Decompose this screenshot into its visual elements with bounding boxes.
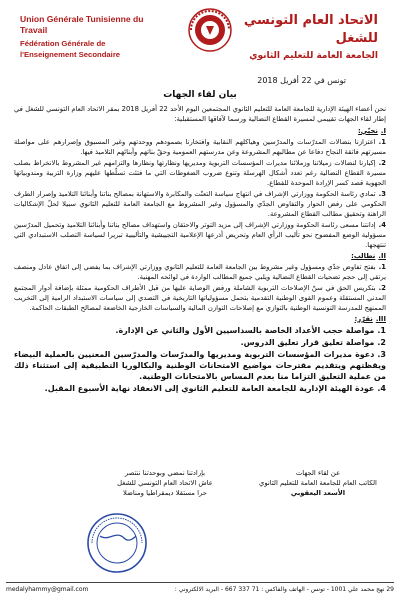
letterhead — [10, 6, 390, 96]
signature-caption: عن لقاء الجهات — [295, 469, 341, 477]
list-item: 4.عودة الهيئة الإدارية للجامعة العامة للتعليم الثانوي إلى الانعقاد نهاية الأسبوع المقبل. — [44, 384, 386, 393]
list-item: 4.إدانتنا مسعى رئاسة الحكومة ووزارتي الإشراف إلى مزيد التوتر والاحتقان واستهداف مصالح بناتنا وأبنائنا التلاميذ وتحميل المدرّسين مسؤولية الوضع المفضوح نحو تأليب الرأي العام وتحريض أذرعها الإعلامية التجييشية والتأليبية تبريرا لسياسة التصلب الاستبدادي التي تنتهجها. — [14, 221, 386, 249]
section-heading: III.نقرّر: — [354, 315, 386, 323]
list-item: 2.بتكريس الحق في سنّ الإصلاحات التربوية الشاملة ورفض الوصاية عليها من قبل الأطراف الحكومية ممثلة بإضافة أدوار المجتمع المدني المستقلة وعموم القوى الوطنية التقدمية بتحمل مسؤولياتها التاريخية في التصدي إلى سياسات الاستبداد الرامية إلى التخريب الممنهج للمدرسة التونسية الوطنية بالتوازي مع إصلاحات التوازن المالية والسياسات الخارجية الخاضعة لمصالح الطبقات الحاكمة. — [14, 284, 386, 312]
federation-name-fr: Fédération Générale de l'Enseignement Secondaire — [20, 39, 121, 59]
list-item: 1.مواصلة حجب الأعداد الخاصة بالسداسيين الأول والثاني عن الإدارة. — [115, 326, 386, 335]
signatory-name: الأسعد اليعقوبي — [290, 489, 346, 497]
list-item: 3.دعوة مديرات المؤسسات التربوية ومديريها والمدرّسات والمدرّسين المعنيين بالعملية البيضاء ويقظتهم ويتقديم مقترحات مواضيع الامتحانات الوطنية والبكالوريا التطبيقية إلى استثناء ذلك من عملية التعليق التزاما منا بعدم المساس بالامتحانات الوطنية. — [14, 350, 386, 381]
official-stamp-icon — [86, 512, 148, 574]
footer — [6, 582, 394, 594]
org-name-fr: Union Générale Tunisienne du Travail — [20, 14, 144, 35]
slogan-line: بإرادتنا نمضي وبوحدتنا ننتصر — [124, 469, 206, 477]
org-name-ar: الاتحاد العام التونسي للشغل — [243, 13, 378, 46]
section-salute — [14, 126, 386, 250]
signature-block — [258, 468, 378, 498]
list-item: 1.بفتح تفاوض جدّي ومسؤول وغير مشروط بين الجامعة العامة للتعليم الثانوي ووزارتي الإشراف بما يفضي إلى اتفاق عادل ومنصف يرتقي إلى حجم تضحيات القطاع النضالية ويلبي جميع المطالب الواردة في لوائحه المهنية. — [14, 263, 386, 281]
document-date: تونس في 22 أفريل 2018 — [257, 76, 346, 85]
list-item: 1.اعتزازنا بنضالات المدرّسات والمدرّسين وهياكلهم النقابية وافتخارنا بصمودهم ووحدتهم وغير المسبوق وإصرارهم على مواصلة مسيرتهم فاتقة النجاح دفاعا عن مطالبهم المشروعة وعن مدرستهم العمومية وحقّ بناتهم وأبنائهم التلاميذ فيها. — [14, 138, 386, 156]
slogan-line: حرا مستقلا ديمقراطيا ومناضلا — [123, 489, 207, 497]
list-item: 2.إكبارنا لنضالات زميلاتنا وزملائنا مديرات المؤسسات التربوية ومديريها ونظارتها ونظارها والتزامهم غير المشروط بالانخراط بصلب مسيرة القطاع النضالية رغم تعدد أشكال الهرسلة وتنوع ضروب الضغوطات التي ما فتئت تسلّطها عليهم وزارة التربية ومندوبياتها الجهوية قصد كسر الإرادة الموحدة للقطاع. — [14, 159, 386, 187]
federation-name-ar: الجامعة العامة للتعليم الثانوي — [249, 51, 378, 61]
french-header — [20, 14, 150, 60]
document-title: بيان لقاء الجهات — [163, 90, 237, 100]
slogan-line: عاش الاتحاد العام التونسي للشغل — [117, 479, 213, 487]
document-body — [10, 104, 390, 394]
list-item: 2.مواصلة تعليق قرار تعليق الدروس. — [240, 338, 386, 347]
intro-paragraph: نحن أعضاء الهيئة الإدارية للجامعة العامة للتعليم الثانوي المجتمعين اليوم الأحد 22 أفريل 2018 بمقر الاتحاد العام التونسي للشغل في إطار لقاء الجهات تقييمي لمسيرة القطاع النضالية ورسما لآفاقها المستقبلية: — [14, 105, 387, 123]
arabic-header — [208, 12, 378, 62]
section-decisions — [14, 314, 386, 394]
section-heading: I.نحيّي: — [358, 127, 386, 135]
closing-slogan — [95, 468, 235, 498]
section-demands — [14, 251, 386, 313]
section-heading: II.نطالب: — [351, 252, 386, 260]
footer-email: medalyhammy@gmail.com — [6, 586, 89, 593]
footer-address: 29 نهج محمد علي 1001 - تونس - الهاتف والفاكس : 71 337 667 - البريد الالكتروني : — [174, 586, 394, 593]
list-item: 3.تمادي رئاسة الحكومة ووزارتي الإشراف في انتهاج سياسة التعنّت والمكابرة والاستهانة بمصالح بناتنا وأبنائنا التلاميذ وإصرار الطرف الحكومي على رفض الحوار والتفاوض الجدّي والمسؤول وغير المشروط مع الجامعة العامة للتعليم الثانوي سبيلا لحلّ الإشكاليات الراهنة وتحقيق مطالب القطاع المشروعة. — [14, 190, 386, 218]
signatory-title: الكاتب العام للجامعة العامة للتعليم الثانوي — [259, 479, 377, 487]
